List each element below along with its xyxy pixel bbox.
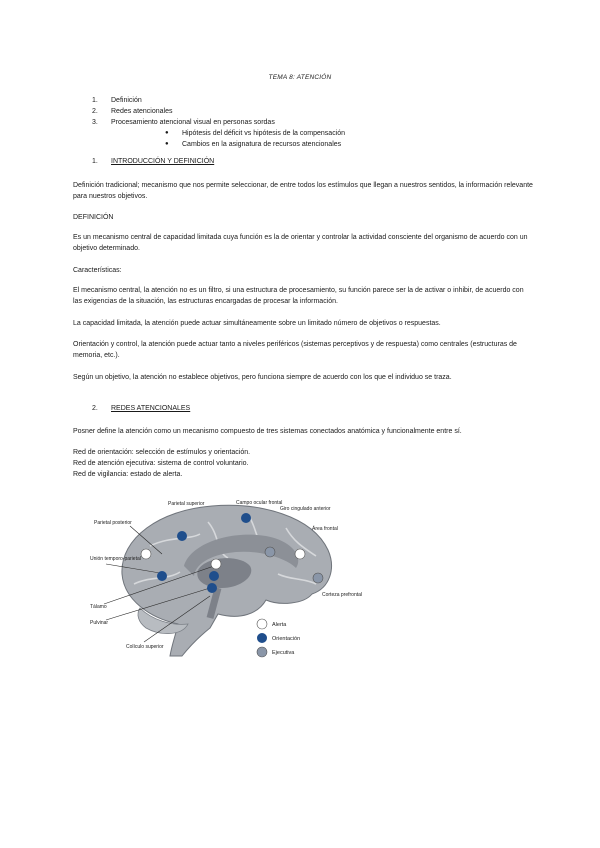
paragraph: El mecanismo central, la atención no es un filtro, si una estructura de procesamiento, su función parece ser la de activar o inhibir, de acuerdo con las exigencias de la situación, las estructuras encargadas de procesar la información.	[73, 287, 524, 305]
toc-item: 1. Definición	[92, 97, 142, 104]
paragraph: DEFINICIÓN	[73, 214, 114, 221]
toc-subitem: ● Hipótesis del déficit vs hipótesis de la compensación	[165, 130, 346, 137]
label-parietal-superior: Parietal superior	[168, 501, 205, 507]
toc-subitem: ● Cambios en la asignatura de recursos atencionales	[165, 141, 342, 148]
table-of-contents	[92, 95, 346, 150]
paragraph: Según un objetivo, la atención no establece objetivos, pero funciona siempre de acuerdo con los que el individuo se traza.	[73, 374, 452, 381]
document-title: TEMA 8: ATENCIÓN	[268, 74, 332, 81]
paragraph: Es un mecanismo central de capacidad limitada cuya función es la de orientar y controlar la actividad consciente del organismo de acuerdo con un objetivo determinado.	[73, 234, 528, 252]
legend-swatch-orientacion	[257, 633, 267, 643]
legend-label-alerta: Alerta	[272, 622, 287, 628]
label-union: Unión temporo-parietal	[90, 556, 141, 562]
label-giro-cingulado: Giro cingulado anterior	[280, 506, 331, 512]
node-coliculo	[207, 583, 217, 593]
legend-label-ejecutiva: Ejecutiva	[272, 650, 295, 656]
label-area-frontal: Área frontal	[312, 526, 338, 532]
paragraph: Red de vigilancia: estado de alerta.	[73, 471, 183, 478]
node-pulvinar	[209, 571, 219, 581]
brain-attention-networks-figure	[90, 496, 370, 666]
label-prefrontal: Corteza prefrontal	[322, 592, 363, 598]
toc-item: 2. Redes atencionales	[92, 108, 173, 115]
label-coliculo: Colículo superior	[126, 644, 164, 650]
node-temporo-parietal	[157, 571, 167, 581]
section-heading: 2. REDES ATENCIONALES	[92, 405, 191, 412]
label-talamo: Tálamo	[90, 604, 107, 610]
paragraph: Red de orientación: selección de estímulos y orientación.	[73, 449, 251, 456]
label-parietal-posterior: Parietal posterior	[94, 520, 132, 526]
paragraph: Características:	[73, 267, 122, 274]
node-parietal-superior	[177, 531, 187, 541]
legend-label-orientacion: Orientación	[272, 636, 301, 642]
node-thalamus-white	[211, 559, 221, 569]
paragraph: La capacidad limitada, la atención puede actuar simultáneamente sobre un limitado número de objetivos o respuestas.	[73, 320, 441, 327]
paragraph: Orientación y control, la atención puede actuar tanto a niveles periféricos (sistemas perceptivos y de respuesta) como centrales (estructuras de memoria, etc.).	[73, 341, 517, 359]
node-parietal-posterior	[141, 549, 151, 559]
label-campo-ocular: Campo ocular frontal	[236, 500, 283, 506]
paragraph: Red de atención ejecutiva: sistema de control voluntario.	[73, 460, 249, 467]
legend-swatch-ejecutiva	[257, 647, 267, 657]
node-prefrontal	[313, 573, 323, 583]
label-pulvinar: Pulvinar	[90, 620, 109, 626]
section-heading: 1. INTRODUCCIÓN Y DEFINICIÓN	[92, 158, 215, 165]
node-campo-ocular	[241, 513, 251, 523]
node-area-frontal	[295, 549, 305, 559]
legend-swatch-alerta	[257, 619, 267, 629]
paragraph: Definición tradicional; mecanismo que nos permite seleccionar, de entre todos los estímulos que llegan a nuestros sentidos, la información relevante para nuestros objetivos.	[73, 182, 533, 200]
figure-legend	[257, 619, 300, 657]
toc-item: 3. Procesamiento atencional visual en personas sordas	[92, 119, 275, 126]
paragraph: Posner define la atención como un mecanismo compuesto de tres sistemas conectados anatómica y funcionalmente entre sí.	[73, 428, 462, 435]
node-giro-cingulado	[265, 547, 275, 557]
